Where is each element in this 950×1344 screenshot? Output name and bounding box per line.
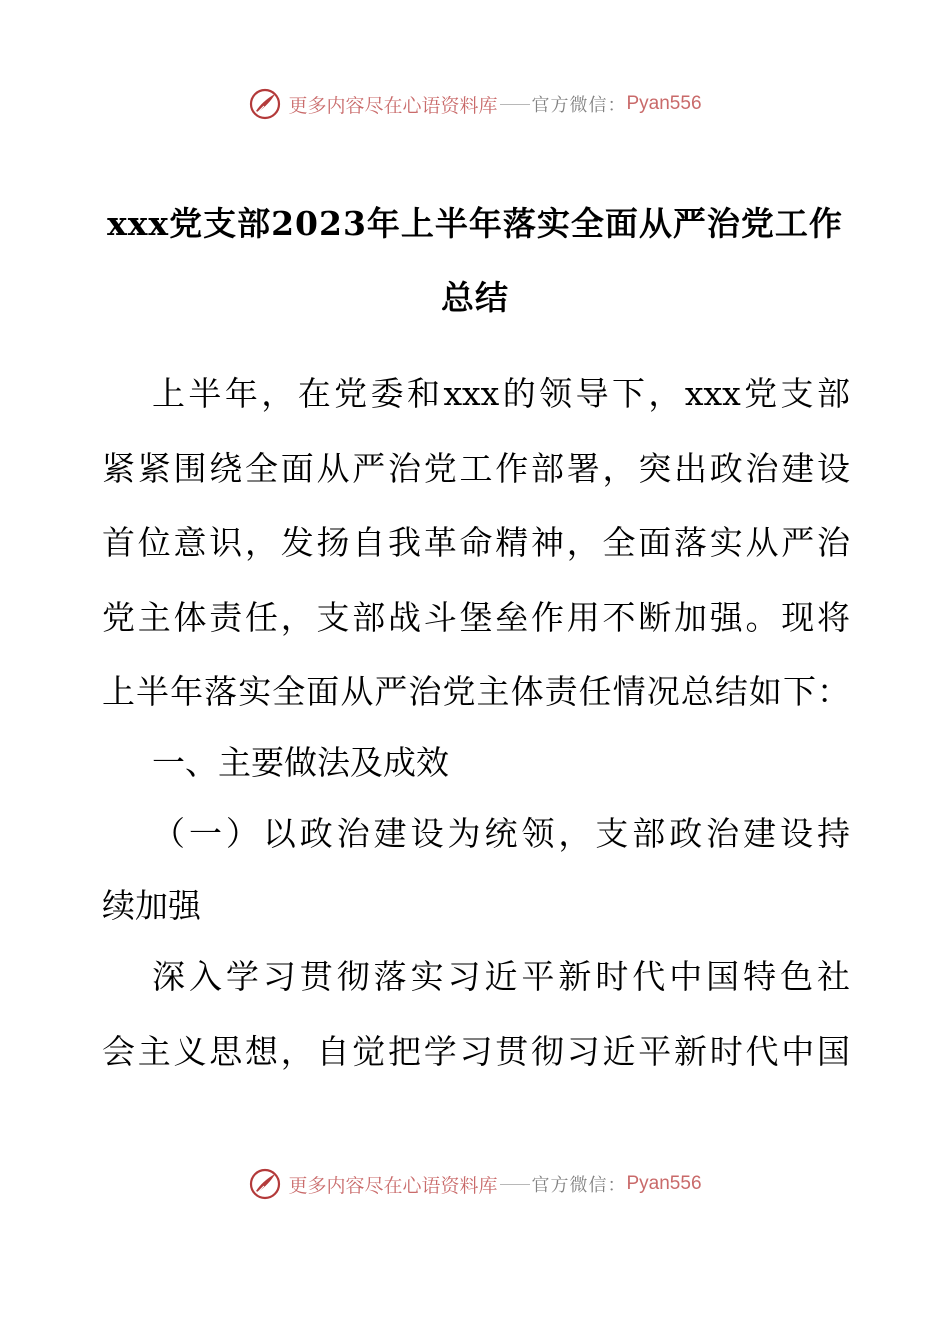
body-line-3: 首位意识，发扬自我革命精神，全面落实从严治: [102, 523, 850, 562]
body-line-5: 上半年落实全面从严治党主体责任情况总结如下：: [102, 672, 850, 711]
footer-watermark: [0, 1164, 950, 1204]
watermark-wechat-id: Pyan556: [626, 93, 702, 114]
watermark-brand: 更多内容尽在心语资料库: [288, 94, 498, 117]
watermark-official-label: 官方微信：: [531, 95, 627, 116]
watermark-official-label: 官方微信：: [531, 1175, 627, 1196]
subsection-heading-1-cont: 续加强: [102, 886, 201, 925]
document-title-line-2: 总结: [441, 278, 509, 317]
watermark-wechat-id: Pyan556: [626, 1173, 702, 1194]
body-line-4: 党主体责任，支部战斗堡垒作用不断加强。现将: [102, 598, 850, 637]
watermark-dash: [500, 1184, 530, 1185]
body-line-1: 上半年，在党委和xxx的领导下，xxx党支部: [152, 374, 850, 413]
header-watermark: [0, 84, 950, 124]
section-heading-1: 一、主要做法及成效: [152, 743, 449, 782]
body-line-9: 深入学习贯彻落实习近平新时代中国特色社: [152, 957, 850, 996]
body-line-10: 会主义思想，自觉把学习贯彻习近平新时代中国: [102, 1032, 850, 1071]
subsection-heading-1: （一）以政治建设为统领，支部政治建设持: [152, 814, 850, 853]
watermark-dash: [500, 104, 530, 105]
watermark-brand: 更多内容尽在心语资料库: [288, 1174, 498, 1197]
quill-logo-icon: [248, 1167, 282, 1201]
quill-logo-icon: [248, 87, 282, 121]
body-line-2: 紧紧围绕全面从严治党工作部署，突出政治建设: [102, 449, 850, 488]
document-title-line-1: xxx党支部2023年上半年落实全面从严治党工作: [107, 204, 843, 243]
